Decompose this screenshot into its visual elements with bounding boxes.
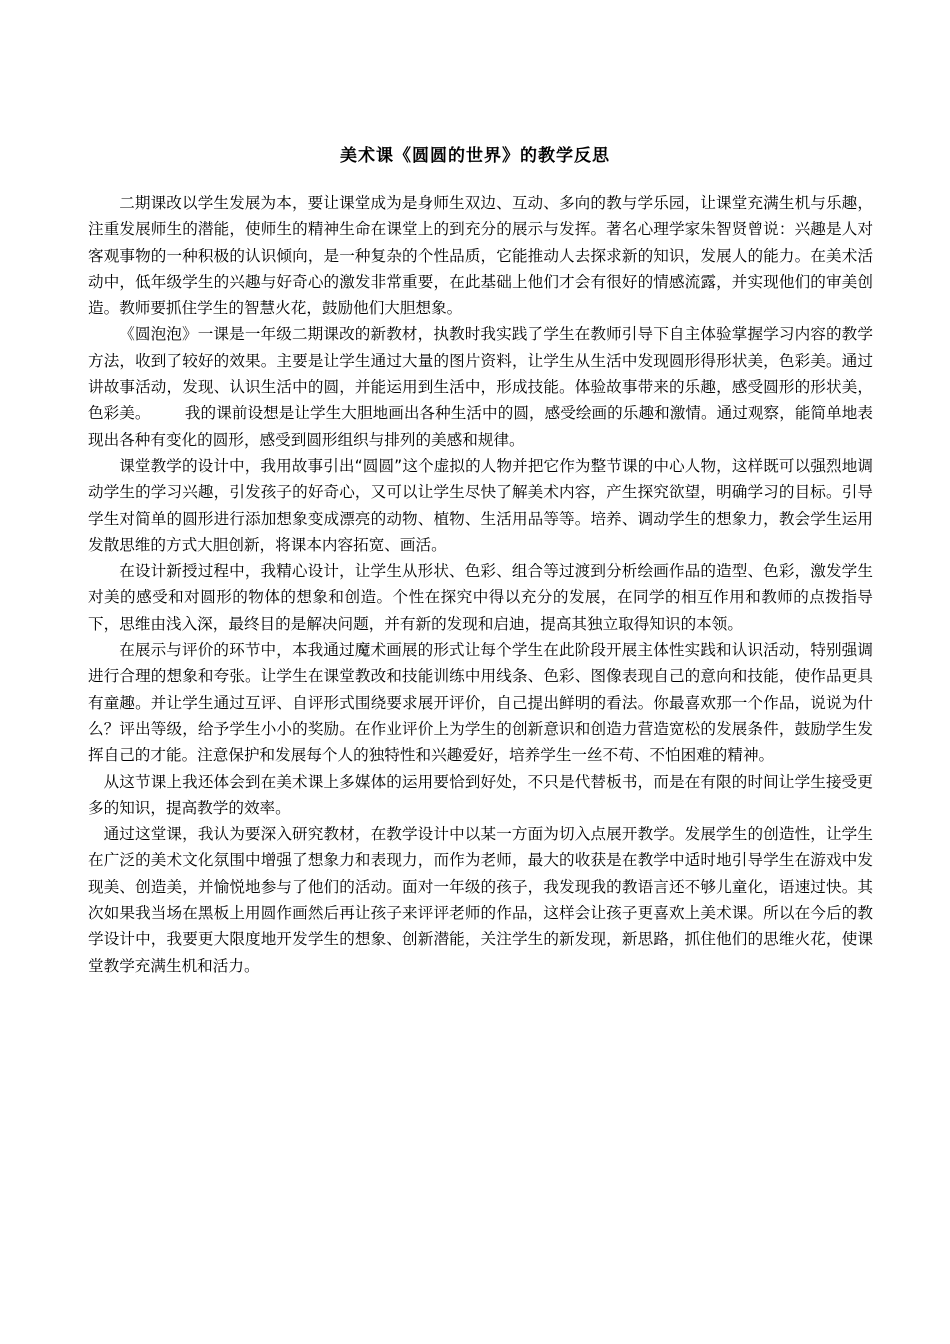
paragraph-2-part-2: 我的课前设想是让学生大胆地画出各种生活中的圆，感受绘画的乐趣和激情。通过观察，能简单地表现出各种有变化的圆形，感受到圆形组织与排列的美感和规律。 xyxy=(88,404,873,449)
paragraph-2-part-1: 《圆泡泡》一课是一年级二期课改的新教材，执教时我实践了学生在教师引导下自主体验掌握学习内容的教学方法，收到了较好的效果。主要是让学生通过大量的图片资料，让学生从生活中发现圆形得形状美，色彩美。通过讲故事活动，发现、认识生活中的圆，并能运用到生活中，形成技能。体验故事带来的乐趣，感受圆形的形状美，色彩美。 xyxy=(88,325,873,423)
paragraph-7: 通过这堂课，我认为要深入研究教材，在教学设计中以某一方面为切入点展开教学。发展学生的创造性，让学生在广泛的美术文化氛围中增强了想象力和表现力，而作为老师，最大的收获是在教学中适时地引导学生在游戏中发现美、创造美，并愉悦地参与了他们的活动。面对一年级的孩子，我发现我的教语言还不够儿童化，语速过快。其次如果我当场在黑板上用圆作画然后再让孩子来评评老师的作品，这样会让孩子更喜欢上美术课。所以在今后的教学设计中，我要更大限度地开发学生的想象、创新潜能，关注学生的新发现，新思路，抓住他们的思维火花，使课堂教学充满生机和活力。 xyxy=(88,825,873,975)
paragraph-4: 在设计新授过程中，我精心设计，让学生从形状、色彩、组合等过渡到分析绘画作品的造型、色彩，激发学生对美的感受和对圆形的物体的想象和创造。个性在探究中得以充分的发展，在同学的相互作用和教师的点拨指导下，思维由浅入深，最终目的是解决问题，并有新的发现和启迪，提高其独立取得知识的本领。 xyxy=(88,562,873,633)
paragraph-2 xyxy=(88,321,873,452)
paragraph-5: 在展示与评价的环节中，本我通过魔术画展的形式让每个学生在此阶段开展主体性实践和认识活动，特别强调进行合理的想象和夸张。让学生在课堂教改和技能训练中用线条、色彩、图像表现自己的意向和技能，使作品更具有童趣。并让学生通过互评、自评形式围绕要求展开评价，自己提出鲜明的看法。你最喜欢那一个作品，说说为什么？评出等级，给予学生小小的奖励。在作业评价上为学生的创新意识和创造力营造宽松的发展条件，鼓励学生发挥自己的才能。注意保护和发展每个人的独特性和兴趣爱好，培养学生一丝不苟、不怕困难的精神。 xyxy=(88,641,873,765)
paragraph-3: 课堂教学的设计中，我用故事引出“圆圆”这个虚拟的人物并把它作为整节课的中心人物，这样既可以强烈地调动学生的学习兴趣，引发孩子的好奇心，又可以让学生尽快了解美术内容，产生探究欲望，明确学习的目标。引导学生对简单的圆形进行添加想象变成漂亮的动物、植物、生活用品等等。培养、调动学生的想象力，教会学生运用发散思维的方式大胆创新，将课本内容拓宽、画活。 xyxy=(88,456,873,554)
document-body xyxy=(88,190,873,979)
paragraph-6: 从这节课上我还体会到在美术课上多媒体的运用要恰到好处，不只是代替板书，而是在有限的时间让学生接受更多的知识，提高教学的效率。 xyxy=(88,772,873,817)
paragraph-1: 二期课改以学生发展为本，要让课堂成为是身师生双边、互动、多向的教与学乐园，让课堂充满生机与乐趣，注重发展师生的潜能，使师生的精神生命在课堂上的到充分的展示与发挥。著名心理学家朱智贤曾说：兴趣是人对客观事物的一种积极的认识倾向，是一种复杂的个性品质，它能推动人去探求新的知识，发展人的能力。在美术活动中，低年级学生的兴趣与好奇心的激发非常重要，在此基础上他们才会有很好的情感流露，并实现他们的审美创造。教师要抓住学生的智慧火花，鼓励他们大胆想象。 xyxy=(88,194,873,318)
document-title: 美术课《圆圆的世界》的教学反思 xyxy=(340,146,610,166)
